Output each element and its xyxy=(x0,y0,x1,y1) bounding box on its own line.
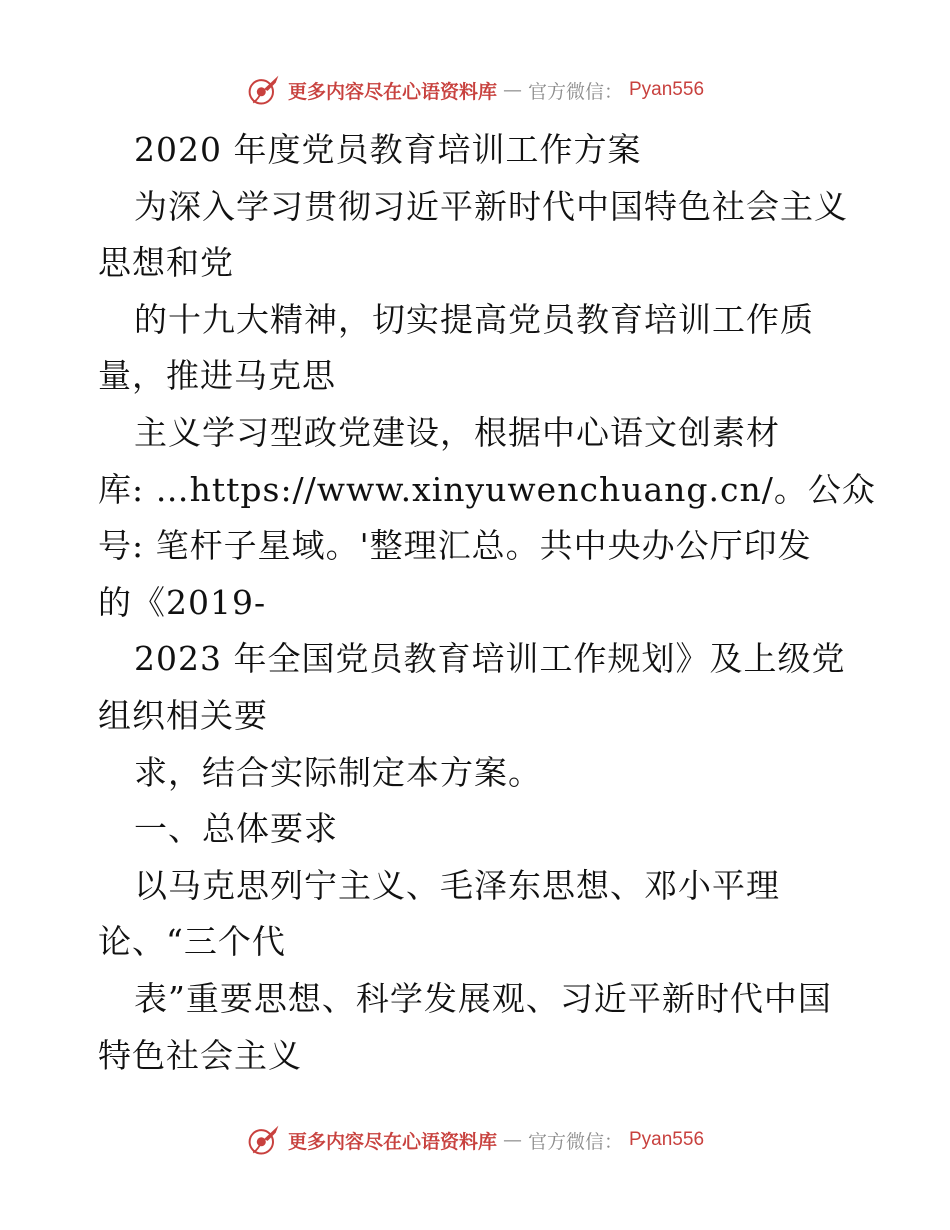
body-line: 表”重要思想、科学发展观、习近平新时代中国 xyxy=(134,978,832,1018)
body-line: 的十九大精神，切实提高党员教育培训工作质 xyxy=(134,299,814,339)
banner-wechat-label: 官方微信： xyxy=(527,1130,623,1153)
banner-wechat-id: Pyan556 xyxy=(629,79,705,100)
banner-wechat-label: 官方微信： xyxy=(527,80,623,103)
section-heading: 一、总体要求 xyxy=(134,809,338,849)
body-line: 特色社会主义 xyxy=(98,1035,302,1075)
banner-title: 更多内容尽在心语资料库 xyxy=(287,80,497,103)
body-line: 论、“三个代 xyxy=(98,922,286,962)
header-banner xyxy=(0,70,950,110)
quill-pen-logo-icon xyxy=(246,1122,282,1158)
banner-wechat-id: Pyan556 xyxy=(629,1129,705,1150)
footer-banner xyxy=(0,1120,950,1160)
body-line: 库: …https://www.xinyuwenchuang.cn/。公众 xyxy=(98,469,876,509)
body-line: 主义学习型政党建设，根据中心语文创素材 xyxy=(134,412,780,452)
body-line: 号: 笔杆子星域。'整理汇总。共中央办公厅印发 xyxy=(98,526,812,566)
body-line: 求，结合实际制定本方案。 xyxy=(134,752,542,792)
banner-separator: — xyxy=(502,1129,522,1151)
body-line: 思想和党 xyxy=(98,243,234,283)
document-title: 2020 年度党员教育培训工作方案 xyxy=(134,130,642,169)
body-line: 组织相关要 xyxy=(98,695,268,735)
body-line: 为深入学习贯彻习近平新时代中国特色社会主义 xyxy=(134,186,848,226)
body-line: 以马克思列宁主义、毛泽东思想、邓小平理 xyxy=(134,865,780,905)
document-body xyxy=(98,122,876,1084)
body-line: 的《2019- xyxy=(98,582,267,622)
banner-separator: — xyxy=(502,79,522,101)
quill-pen-logo-icon xyxy=(246,72,282,108)
body-line: 量，推进马克思 xyxy=(98,356,336,396)
body-line: 2023 年全国党员教育培训工作规划》及上级党 xyxy=(134,639,846,679)
banner-title: 更多内容尽在心语资料库 xyxy=(287,1130,497,1153)
